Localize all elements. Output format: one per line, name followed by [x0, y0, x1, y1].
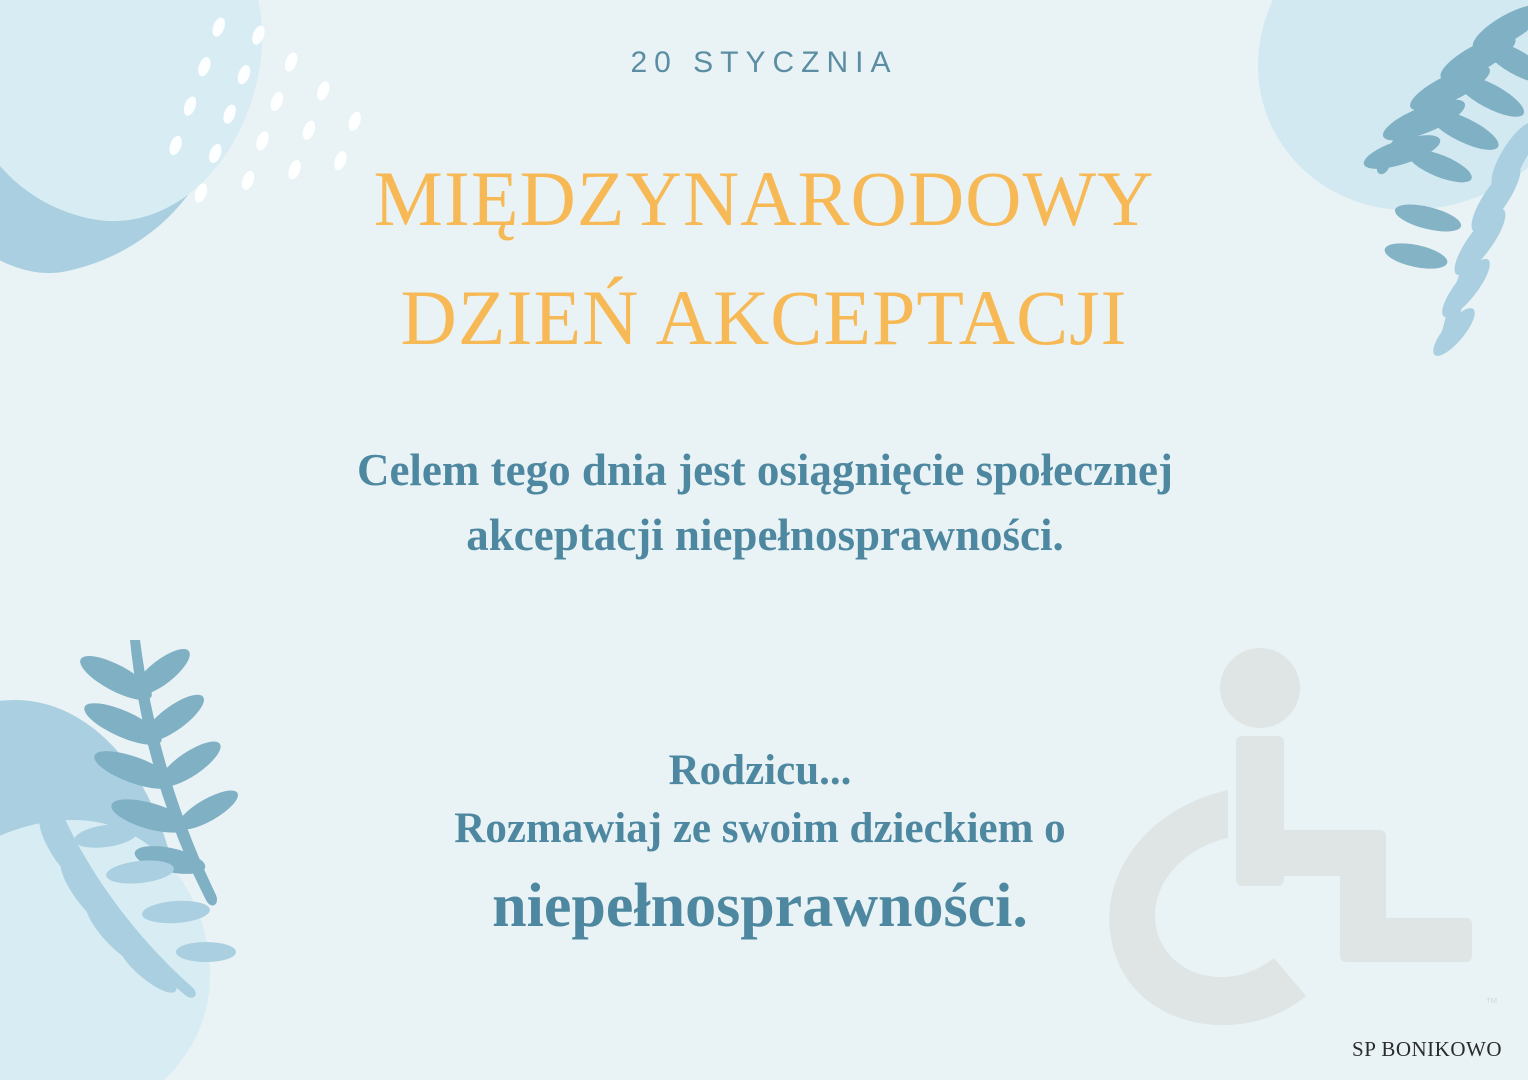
subtitle-line-2: akceptacji niepełnosprawności. — [466, 510, 1064, 561]
page-title — [0, 140, 1528, 377]
trademark-mark: ™ — [1485, 995, 1498, 1010]
date-label: 20 STYCZNIA — [630, 46, 898, 79]
title-line-1: MIĘDZYNARODOWY — [373, 155, 1155, 242]
subtitle-line-1: Celem tego dnia jest osiągnięcie społecznej — [356, 445, 1174, 495]
appeal-text — [260, 742, 1260, 950]
credit-label: SP BONIKOWO — [1352, 1037, 1502, 1061]
appeal-line-2: Rozmawiaj ze swoim dzieckiem o — [454, 805, 1066, 853]
appeal-line-3: niepełnosprawności. — [492, 871, 1028, 940]
title-line-2: DZIEŃ AKCEPTACJI — [400, 273, 1128, 361]
subtitle-text — [190, 438, 1340, 569]
appeal-line-1: Rodzicu... — [668, 747, 852, 794]
